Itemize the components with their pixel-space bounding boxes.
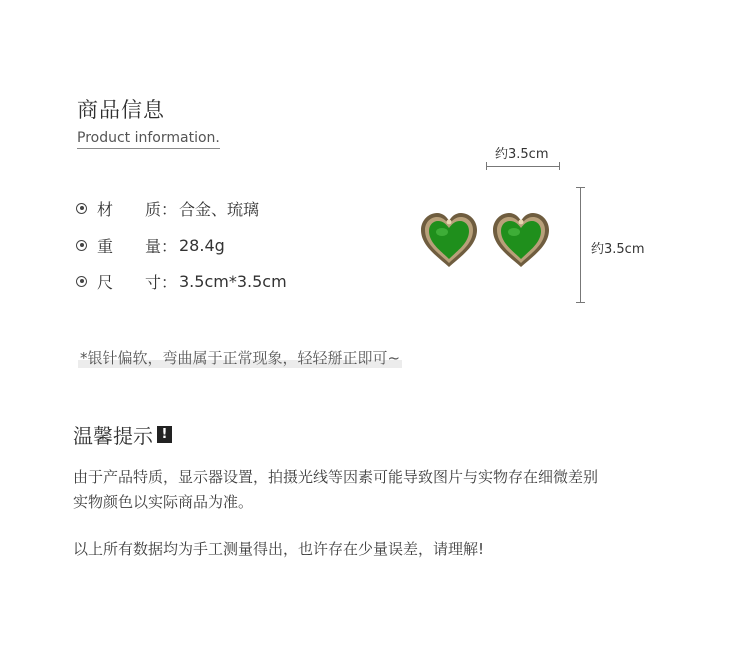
spec-value: 3.5cm*3.5cm	[179, 271, 287, 291]
tips-title	[73, 420, 172, 449]
care-note: *银针偏软，弯曲属于正常现象，轻轻掰正即可~	[80, 349, 401, 367]
spec-row-size	[76, 269, 287, 293]
width-dimension-line	[486, 166, 560, 167]
height-dimension-line	[580, 187, 581, 303]
earring-left-image	[418, 210, 480, 270]
width-dimension-tick	[559, 162, 560, 170]
bullet-icon	[76, 240, 87, 251]
tips-paragraph-1-line-2: 实物颜色以实际商品为准。	[73, 493, 254, 511]
spec-row-material	[76, 196, 259, 220]
bullet-icon	[76, 276, 87, 287]
width-label: 约3.5cm	[495, 147, 549, 162]
height-label: 约3.5cm	[591, 242, 645, 257]
tips-title-text: 温馨提示	[73, 424, 153, 448]
spec-label: 尺 寸：	[97, 272, 178, 292]
height-dimension-tick	[576, 302, 585, 303]
exclamation-icon: !	[157, 426, 172, 443]
height-dimension-tick	[576, 187, 585, 188]
spec-label: 重 量：	[97, 236, 178, 256]
section-subtitle-product-info: Product information.	[77, 130, 220, 149]
section-title-product-info: 商品信息	[77, 98, 165, 122]
spec-label: 材 质：	[97, 199, 178, 219]
tips-paragraph-1-line-1: 由于产品特质，显示器设置，拍摄光线等因素可能导致图片与实物存在细微差别	[73, 468, 599, 486]
bullet-icon	[76, 203, 87, 214]
tips-paragraph-2: 以上所有数据均为手工测量得出，也许存在少量误差，请理解!	[73, 540, 485, 558]
spec-value: 合金、琉璃	[179, 199, 260, 219]
width-dimension-tick	[486, 162, 487, 170]
spec-row-weight	[76, 233, 225, 257]
spec-value: 28.4g	[179, 235, 225, 255]
earring-right-image	[490, 210, 552, 270]
